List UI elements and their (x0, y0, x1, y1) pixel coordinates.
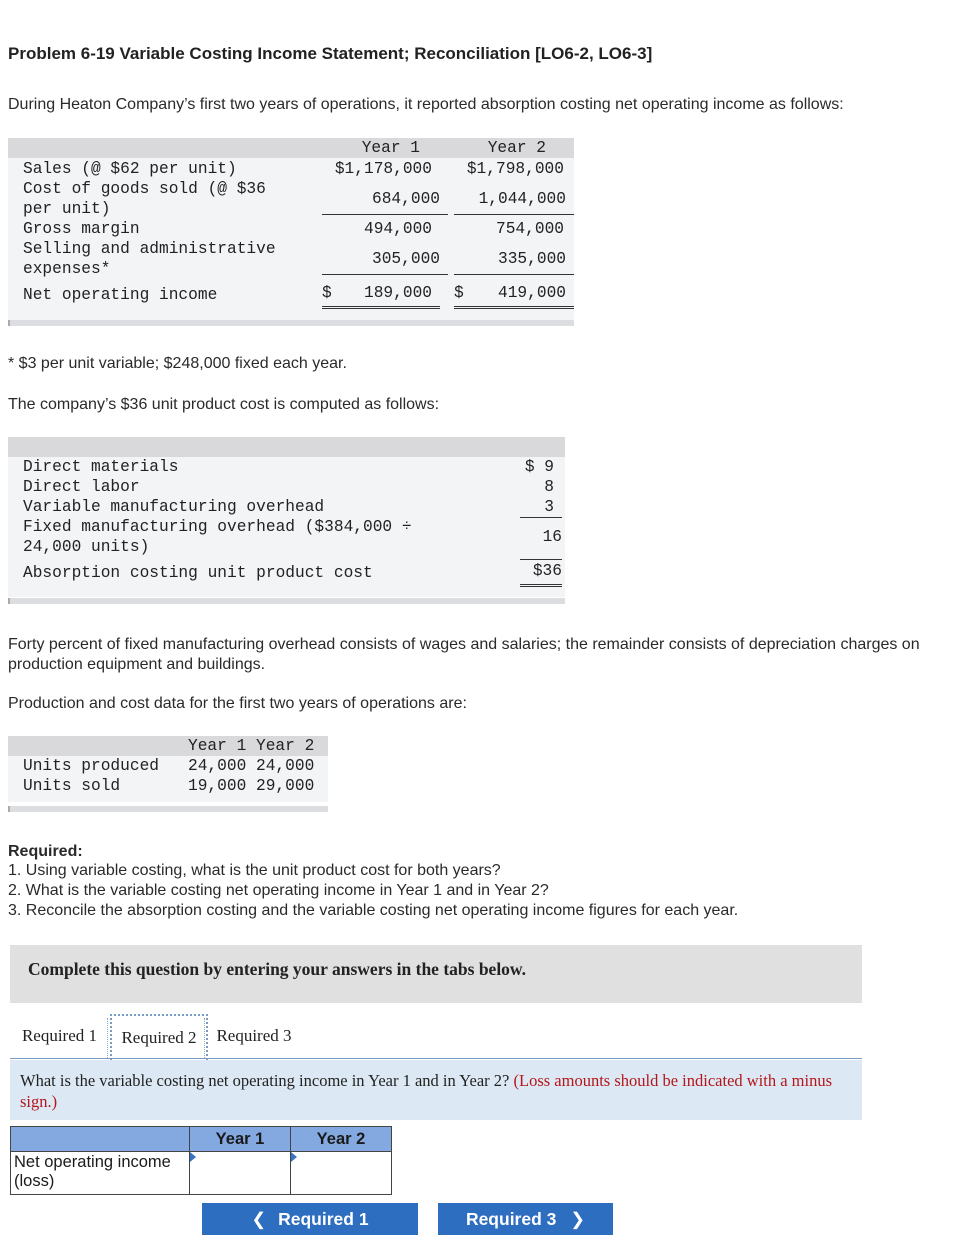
input-marker-icon (190, 1152, 196, 1162)
prod-label-produced: Units produced (23, 757, 159, 775)
unit-cost-intro: The company’s $36 unit product cost is computed as follows: (8, 396, 440, 413)
uc-value-total: $36 (520, 559, 562, 587)
noi-year2-cell (454, 282, 574, 309)
noi-year1-input[interactable] (190, 1152, 288, 1192)
page-title: Problem 6-19 Variable Costing Income Statement; Reconciliation [LO6-2, LO6-3] (8, 44, 653, 63)
prod-values-produced: 24,000 24,000 (188, 757, 315, 775)
cogs-year2: 1,044,000 (454, 190, 574, 215)
noi-year1-currency: $ (322, 284, 332, 302)
noi-year1-cell (322, 282, 440, 309)
prev-required-1-button[interactable] (202, 1203, 418, 1235)
required-item-1: 1. Using variable costing, what is the unit product cost for both years? (8, 862, 501, 879)
row-label-cogs: Cost of goods sold (@ $36 (23, 180, 266, 198)
prev-button-label: Required 1 (278, 1209, 369, 1229)
unit-cost-table (8, 437, 565, 607)
answer-row-label: Net operating income (loss) (11, 1152, 190, 1195)
tab-required-1[interactable]: Required 1 (12, 1014, 107, 1058)
production-header: Year 1 Year 2 (188, 737, 315, 755)
tab-required-3[interactable]: Required 3 (208, 1014, 300, 1058)
next-button-label: Required 3 (465, 1209, 557, 1229)
uc-label-vmo: Variable manufacturing overhead (23, 498, 325, 516)
question-text: What is the variable costing net operating income in Year 1 and in Year 2? (20, 1071, 510, 1090)
answer-year2-cell (291, 1152, 392, 1195)
chevron-left-icon: ❮ (251, 1209, 267, 1229)
input-marker-icon (291, 1152, 297, 1162)
uc-label-dl: Direct labor (23, 478, 140, 496)
uc-label-fmo-cont: 24,000 units) (23, 538, 150, 556)
uc-label-total: Absorption costing unit product cost (23, 564, 373, 582)
production-table (8, 736, 328, 814)
prod-label-sold: Units sold (23, 777, 121, 795)
question-panel (10, 1060, 862, 1120)
row-label-cogs-cont: per unit) (23, 200, 111, 218)
noi-year2-input[interactable] (291, 1152, 389, 1192)
gross-margin-year2: 754,000 (496, 220, 564, 238)
prod-values-sold: 19,000 29,000 (188, 777, 315, 795)
sales-year1: $1,178,000 (334, 160, 432, 178)
answer-year1-cell (190, 1152, 291, 1195)
income-statement-table (8, 138, 574, 330)
answer-header-year1: Year 1 (190, 1127, 291, 1152)
question-hint: (Loss amounts should be indicated with a minus sign.) (20, 1071, 833, 1111)
col-header-year1: Year 1 (361, 139, 420, 157)
row-label-sga: Selling and administrative (23, 240, 276, 258)
required-item-2: 2. What is the variable costing net operating income in Year 1 and in Year 2? (8, 882, 549, 899)
col-header-year2: Year 2 (487, 139, 546, 157)
sga-year2: 335,000 (454, 250, 574, 275)
cogs-year1: 684,000 (322, 190, 448, 215)
noi-year1: 189,000 (364, 284, 432, 302)
row-label-sga-cont: expenses* (23, 260, 111, 278)
uc-value-fmo: 16 (520, 517, 562, 548)
uc-label-fmo: Fixed manufacturing overhead ($384,000 ÷ (23, 518, 412, 536)
footnote: * $3 per unit variable; $248,000 fixed each year. (8, 355, 347, 372)
uc-label-dm: Direct materials (23, 458, 179, 476)
row-label-sales: Sales (@ $62 per unit) (23, 160, 237, 178)
row-label-noi: Net operating income (23, 286, 218, 304)
sga-year1: 305,000 (322, 250, 448, 275)
row-label-gross-margin: Gross margin (23, 220, 140, 238)
noi-year2: 419,000 (498, 284, 566, 302)
uc-value-dl: 8 (544, 478, 554, 496)
intro-text: During Heaton Company’s first two years of operations, it reported absorption costing net operating income as follows: (8, 96, 844, 113)
required-item-3: 3. Reconcile the absorption costing and the variable costing net operating income figures for each year. (8, 902, 739, 919)
answer-header-year2: Year 2 (291, 1127, 392, 1152)
required-heading: Required: (8, 843, 83, 860)
answer-header-blank (11, 1127, 190, 1152)
tab-required-2[interactable]: Required 2 (110, 1014, 208, 1060)
noi-year2-currency: $ (454, 284, 464, 302)
production-intro: Production and cost data for the first two years of operations are: (8, 695, 467, 712)
instructions-text: Complete this question by entering your answers in the tabs below. (28, 959, 526, 979)
gross-margin-year1: 494,000 (364, 220, 432, 238)
uc-value-dm: $ 9 (524, 458, 554, 476)
next-required-3-button[interactable] (438, 1203, 613, 1235)
overhead-note: Forty percent of fixed manufacturing overhead consists of wages and salaries; the remainder consists of depreciation charges on production equipment and buildings. (8, 636, 920, 673)
chevron-right-icon: ❯ (570, 1209, 586, 1229)
sales-year2: $1,798,000 (466, 160, 564, 178)
instructions-banner (10, 945, 862, 1003)
answer-table (10, 1126, 392, 1195)
uc-value-vmo: 3 (544, 498, 554, 516)
